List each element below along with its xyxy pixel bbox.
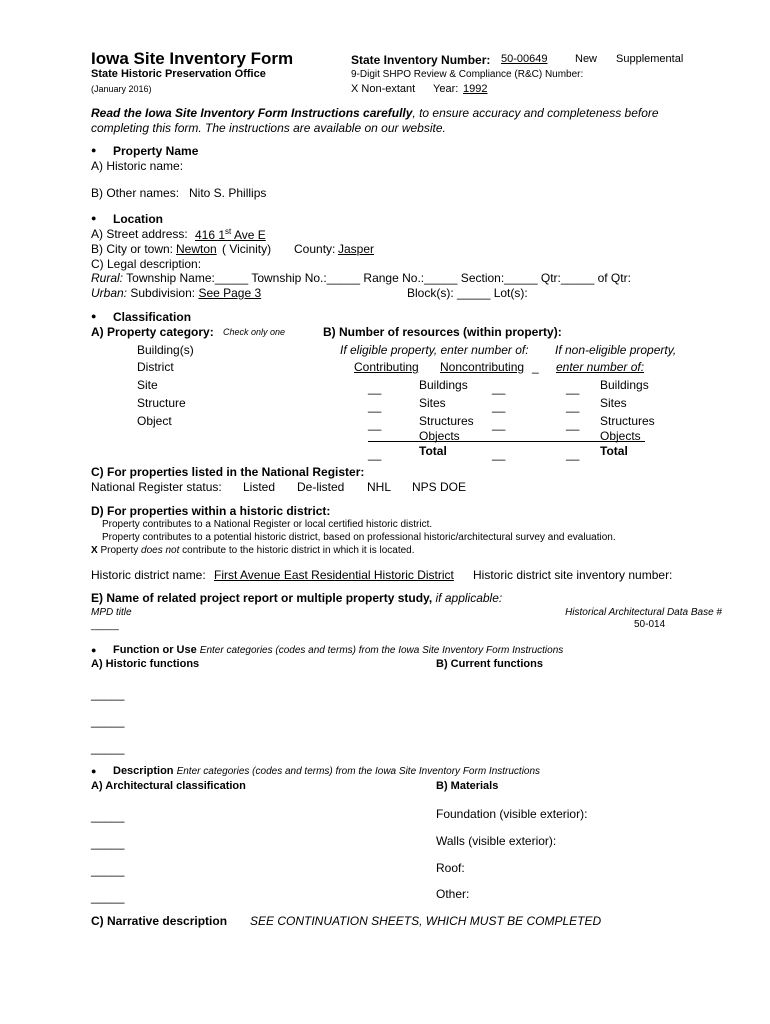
description-heading-row — [113, 766, 540, 777]
street-number: 416 1 — [195, 228, 226, 242]
city-value[interactable]: Newton — [176, 242, 217, 256]
sites-noncontrib-blank[interactable]: __ — [492, 399, 506, 413]
district-option-3[interactable] — [91, 546, 415, 556]
nr-listed[interactable]: Listed — [243, 480, 276, 494]
hadb-label: Historical Architectural Data Base # — [565, 607, 722, 618]
district-opt3-b: contribute to the historic district in which it is located. — [179, 545, 415, 556]
historic-function-blank-3[interactable]: _____ — [91, 741, 125, 755]
related-heading-row — [91, 592, 502, 604]
row-buildings-ne: Buildings — [600, 378, 649, 392]
intro-line-2: completing this form. The instructions are available on our website. — [91, 121, 446, 135]
property-category-label: A) Property category: — [91, 325, 214, 339]
mpd-title-label: MPD title — [91, 607, 132, 618]
classification-heading: ● Classification — [113, 311, 191, 323]
nr-status-label: National Register status: — [91, 480, 222, 494]
arch-blank-3[interactable]: _____ — [91, 863, 125, 877]
national-register-heading: C) For properties listed in the National Register: — [91, 465, 365, 479]
historic-function-blank-2[interactable]: _____ — [91, 714, 125, 728]
form-date: (January 2016) — [91, 84, 152, 94]
category-district[interactable]: District — [137, 360, 174, 374]
resources-label: B) Number of resources (within property): — [323, 325, 562, 339]
rural-fields[interactable]: Township Name:_____ Township No.:_____ Range No.:_____ Section:_____ Qtr:_____ of Qtr: — [126, 271, 631, 285]
structures-noneligible-blank[interactable]: __ — [566, 417, 580, 431]
historic-name-label: A) Historic name: — [91, 159, 184, 173]
narrative-label: C) Narrative description — [91, 914, 228, 928]
roof-label: Roof: — [436, 861, 465, 875]
row-objects: Objects — [419, 429, 460, 443]
row-objects-ne: Objects — [600, 429, 641, 443]
urban-row — [91, 287, 261, 299]
year-value[interactable]: 1992 — [463, 83, 488, 95]
mpd-title-blank[interactable]: _____ — [91, 620, 119, 631]
objects-rule — [368, 441, 645, 442]
district-option-1[interactable]: Property contributes to a National Register or local certified historic district. — [102, 519, 433, 530]
property-name-heading: ● Property Name — [113, 145, 198, 157]
non-extant[interactable]: X Non-extant — [351, 83, 416, 95]
narrative-note: SEE CONTINUATION SHEETS, WHICH MUST BE COMPLETED — [250, 914, 602, 928]
row-structures-ne: Structures — [600, 414, 655, 428]
total-noncontrib-blank[interactable]: __ — [492, 447, 506, 461]
district-x-mark: X — [91, 545, 98, 556]
historic-functions-label: A) Historic functions — [91, 658, 200, 670]
description-heading: Description — [113, 765, 174, 777]
nr-delisted[interactable]: De-listed — [297, 480, 345, 494]
related-if-applicable: if applicable: — [432, 591, 503, 605]
row-buildings: Buildings — [419, 378, 468, 392]
office-name: State Historic Preservation Office — [91, 68, 266, 80]
row-structures: Structures — [419, 414, 474, 428]
rural-label: Rural: — [91, 271, 124, 285]
district-name-value[interactable]: First Avenue East Residential Historic District — [214, 568, 454, 582]
related-heading: E) Name of related project report or multiple property study, — [91, 591, 433, 605]
structures-contrib-blank[interactable]: __ — [368, 417, 382, 431]
subdivision-value[interactable]: See Page 3 — [198, 286, 262, 300]
current-functions-label: B) Current functions — [436, 658, 543, 670]
arch-blank-1[interactable]: _____ — [91, 809, 125, 823]
other-names-label: B) Other names: — [91, 186, 180, 200]
function-heading-row — [113, 645, 563, 656]
county-label: County: — [294, 242, 336, 256]
rural-row — [91, 272, 631, 284]
hadb-value[interactable]: 50-014 — [634, 619, 666, 630]
buildings-noncontrib-blank[interactable]: __ — [492, 381, 506, 395]
nr-nps-doe[interactable]: NPS DOE — [412, 480, 467, 494]
arch-classification-label: A) Architectural classification — [91, 780, 246, 792]
noncontributing-blank: _ — [532, 360, 539, 374]
total-contrib-blank[interactable]: __ — [368, 447, 382, 461]
description-heading-note: Enter categories (codes and terms) from the Iowa Site Inventory Form Instructions — [176, 766, 541, 777]
district-heading: D) For properties within a historic district: — [91, 504, 331, 518]
historic-function-blank-1[interactable]: _____ — [91, 687, 125, 701]
district-opt3-a: Property — [100, 545, 142, 556]
urban-label: Urban: — [91, 286, 128, 300]
intro-line-1 — [91, 107, 659, 119]
row-total: Total — [419, 444, 447, 458]
other-label: Other: — [436, 887, 470, 901]
total-noneligible-blank[interactable]: __ — [566, 447, 580, 461]
form-title: Iowa Site Inventory Form — [91, 49, 294, 68]
other-names-value[interactable]: Nito S. Phillips — [189, 186, 267, 200]
nr-nhl[interactable]: NHL — [367, 480, 392, 494]
row-sites: Sites — [419, 396, 446, 410]
street-address-label: A) Street address: — [91, 227, 188, 241]
sites-contrib-blank[interactable]: __ — [368, 399, 382, 413]
function-heading: Function or Use — [113, 644, 197, 656]
arch-blank-4[interactable]: _____ — [91, 890, 125, 904]
buildings-contrib-blank[interactable]: __ — [368, 381, 382, 395]
arch-blank-2[interactable]: _____ — [91, 836, 125, 850]
materials-label: B) Materials — [436, 780, 499, 792]
year-label: Year: — [433, 83, 459, 95]
district-option-2[interactable]: Property contributes to a potential historic district, based on professional historic/architectural survey and evaluation. — [102, 532, 616, 543]
foundation-label: Foundation (visible exterior): — [436, 807, 588, 821]
subdivision-label: Subdivision: — [130, 286, 196, 300]
street-name: Ave E — [231, 228, 266, 242]
county-value[interactable]: Jasper — [338, 242, 375, 256]
inventory-number-label: State Inventory Number: — [351, 53, 491, 67]
shpo-number-label: 9-Digit SHPO Review & Compliance (R&C) Number: — [351, 69, 584, 80]
intro-bold: Read the Iowa Site Inventory Form Instructions carefully — [91, 106, 413, 120]
legal-description-label: C) Legal description: — [91, 257, 202, 271]
vicinity-option[interactable]: ( Vicinity) — [222, 242, 272, 256]
category-building[interactable]: Building(s) — [137, 343, 194, 357]
supplemental-option[interactable]: Supplemental — [616, 53, 684, 65]
noncontributing-header: Noncontributing — [440, 360, 525, 374]
buildings-noneligible-blank[interactable]: __ — [566, 381, 580, 395]
function-heading-note: Enter categories (codes and terms) from the Iowa Site Inventory Form Instructions — [199, 645, 564, 656]
intro-rest: , to ensure accuracy and completeness before — [412, 106, 659, 120]
inventory-number-value[interactable]: 50-00649 — [501, 53, 548, 65]
new-option[interactable]: New — [575, 53, 598, 65]
district-site-inv-label: Historic district site inventory number: — [473, 568, 673, 582]
row-sites-ne: Sites — [600, 396, 627, 410]
contributing-header: Contributing — [354, 360, 419, 374]
structures-noncontrib-blank[interactable]: __ — [492, 417, 506, 431]
district-opt3-i: does not — [141, 545, 180, 556]
category-object[interactable]: Object — [137, 414, 172, 428]
street-ordinal: st — [225, 227, 232, 236]
street-address-value[interactable] — [195, 228, 266, 241]
block-lot-fields[interactable]: Block(s): _____ Lot(s): — [407, 286, 528, 300]
walls-label: Walls (visible exterior): — [436, 834, 557, 848]
noneligible-label: If non-eligible property, — [555, 343, 677, 357]
category-site[interactable]: Site — [137, 378, 158, 392]
sites-noneligible-blank[interactable]: __ — [566, 399, 580, 413]
check-only-one: Check only one — [223, 327, 286, 337]
city-label: B) City or town: — [91, 242, 174, 256]
eligible-label: If eligible property, enter number of: — [340, 343, 529, 357]
row-total-ne: Total — [600, 444, 628, 458]
location-heading: ● Location — [113, 213, 163, 225]
district-name-label: Historic district name: — [91, 568, 206, 582]
category-structure[interactable]: Structure — [137, 396, 186, 410]
enter-number-label: enter number of: — [556, 360, 645, 374]
